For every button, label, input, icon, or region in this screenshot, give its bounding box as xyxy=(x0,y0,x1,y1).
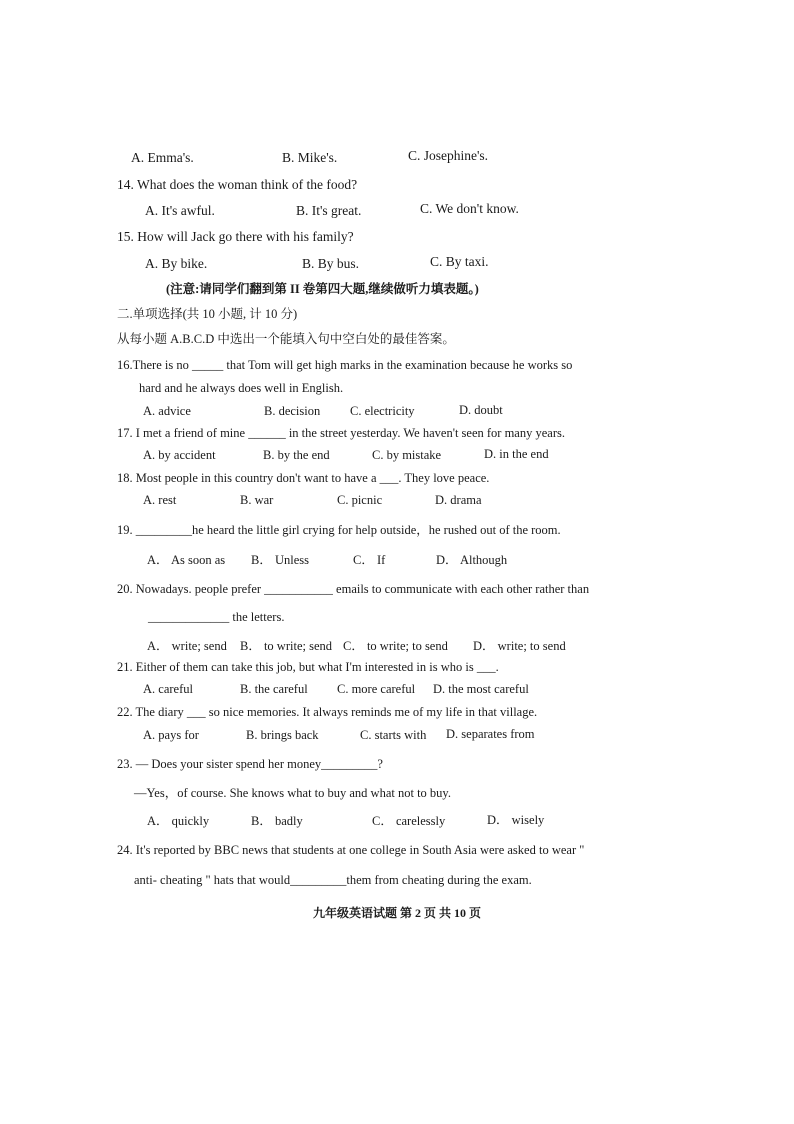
q13-option-b: B. Mike's. xyxy=(282,150,338,165)
q14-option-a: A. It's awful. xyxy=(145,203,215,218)
q14-stem: 14. What does the woman think of the food? xyxy=(117,177,358,192)
q20-option-c: C． to write; to send xyxy=(343,639,448,653)
q17-option-a: A. by accident xyxy=(143,448,216,462)
q16-stem-line2: hard and he always does well in English. xyxy=(139,381,344,395)
q14-option-c: C. We don't know. xyxy=(420,201,519,216)
q16-stem-line1: 16.There is no _____ that Tom will get high marks in the examination because he works so xyxy=(117,358,573,372)
q23-option-b: B． badly xyxy=(251,814,303,828)
q13-option-a: A. Emma's. xyxy=(131,150,194,165)
q20-option-d: D． write; to send xyxy=(473,639,566,653)
q17-option-d: D. in the end xyxy=(484,447,549,461)
q21-option-b: B. the careful xyxy=(240,682,308,696)
q19-stem: 19. _________he heard the little girl crying for help outside，he rushed out of the room. xyxy=(117,523,561,537)
q20-option-b: B． to write; send xyxy=(240,639,333,653)
q22-stem: 22. The diary ___ so nice memories. It always reminds me of my life in that village. xyxy=(117,705,538,719)
q21-option-d: D. the most careful xyxy=(433,682,529,696)
section-title: 二.单项选择(共 10 小题, 计 10 分) xyxy=(117,307,298,321)
page-footer: 九年级英语试题 第 2 页 共 10 页 xyxy=(312,906,481,920)
q20-stem-line2: _____________ the letters. xyxy=(148,610,285,624)
q16-option-b: B. decision xyxy=(264,404,321,418)
q20-stem-line1: 20. Nowadays. people prefer ___________ emails to communicate with each other rather than xyxy=(117,582,590,596)
q22-option-d: D. separates from xyxy=(446,727,535,741)
q17-option-b: B. by the end xyxy=(263,448,330,462)
q23-stem: 23. — Does your sister spend her money_________? xyxy=(117,757,383,771)
section-instruction: 从每小题 A.B.C.D 中选出一个能填入句中空白处的最佳答案。 xyxy=(117,332,455,346)
q15-option-a: A. By bike. xyxy=(145,256,208,271)
q24-stem-line2: anti- cheating " hats that would_________them from cheating during the exam. xyxy=(134,873,532,887)
q21-stem: 21. Either of them can take this job, but what I'm interested in is who is ___. xyxy=(117,660,499,674)
q23-option-a: A． quickly xyxy=(147,814,210,828)
q15-option-c: C. By taxi. xyxy=(430,254,489,269)
q22-option-c: C. starts with xyxy=(360,728,427,742)
q16-option-c: C. electricity xyxy=(350,404,415,418)
q19-option-c: C． If xyxy=(353,553,386,567)
q18-option-b: B. war xyxy=(240,493,274,507)
listening-note: (注意:请同学们翻到第 II 卷第四大题,继续做听力填表题。) xyxy=(166,282,479,296)
q19-option-b: B． Unless xyxy=(251,553,309,567)
q21-option-a: A. careful xyxy=(143,682,193,696)
q18-option-a: A. rest xyxy=(143,493,177,507)
q23-reply: —Yes，of course. She knows what to buy and what not to buy. xyxy=(134,786,451,800)
q23-option-d: D． wisely xyxy=(487,813,545,827)
q16-option-a: A. advice xyxy=(143,404,191,418)
q22-option-b: B. brings back xyxy=(246,728,319,742)
q16-option-d: D. doubt xyxy=(459,403,503,417)
q21-option-c: C. more careful xyxy=(337,682,416,696)
q18-option-c: C. picnic xyxy=(337,493,383,507)
q23-option-c: C． carelessly xyxy=(372,814,446,828)
q18-stem: 18. Most people in this country don't want to have a ___. They love peace. xyxy=(117,471,490,485)
q14-option-b: B. It's great. xyxy=(296,203,362,218)
q20-option-a: A． write; send xyxy=(147,639,227,653)
q24-stem-line1: 24. It's reported by BBC news that students at one college in South Asia were asked to wear " xyxy=(117,843,585,857)
q13-option-c: C. Josephine's. xyxy=(408,148,489,163)
q15-option-b: B. By bus. xyxy=(302,256,360,271)
q18-option-d: D. drama xyxy=(435,493,482,507)
q22-option-a: A. pays for xyxy=(143,728,199,742)
q19-option-a: A． As soon as xyxy=(147,553,226,567)
q17-option-c: C. by mistake xyxy=(372,448,442,462)
q17-stem: 17. I met a friend of mine ______ in the street yesterday. We haven't seen for many years. xyxy=(117,426,565,440)
q19-option-d: D． Although xyxy=(436,553,508,567)
q15-stem: 15. How will Jack go there with his family? xyxy=(117,229,354,244)
